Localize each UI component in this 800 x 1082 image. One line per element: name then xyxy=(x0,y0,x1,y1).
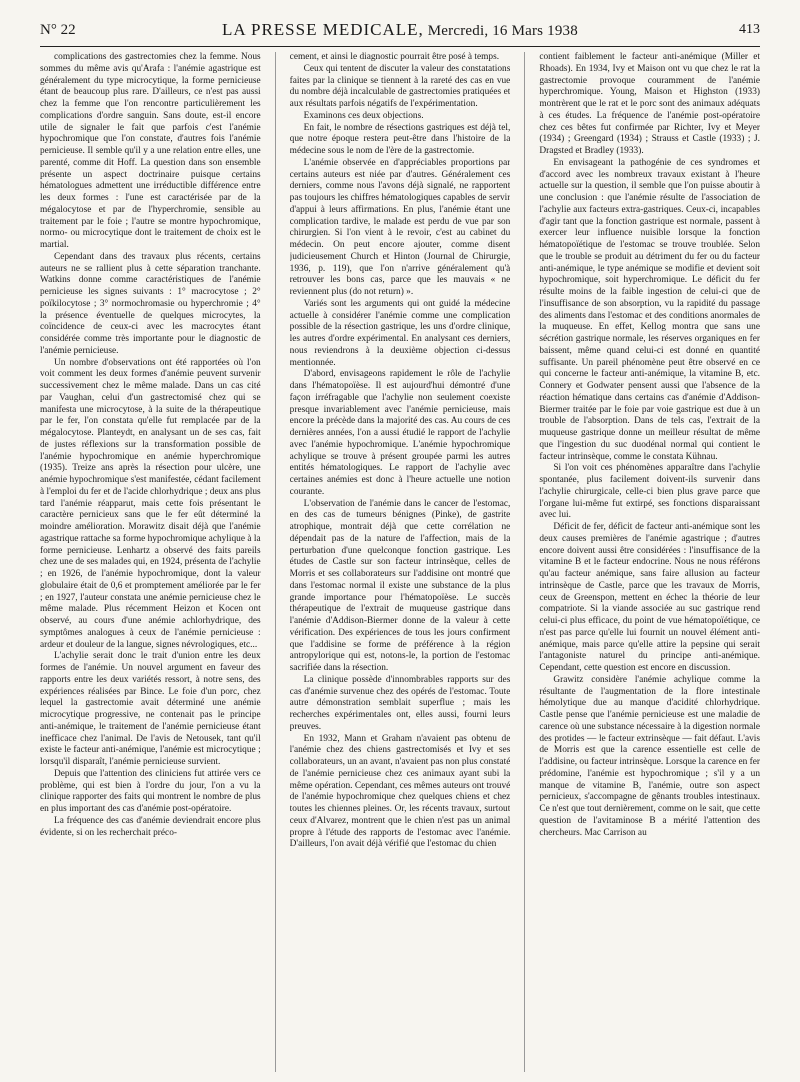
paragraph: En 1932, Mann et Graham n'avaient pas obtenu de l'anémie chez des chiens gastrectomisés et Ivy et ses collaborateurs, un an avant, n'avaient pas non plus constaté de l'anémie pernicieuse chez ces animaux ayant subi la même opération. Cependant, ces mêmes auteurs ont trouvé de l'anémie hypochromique chez quelques chiens et chez toutes les chiennes pleines. Or, les récents travaux, surtout ceux d'Alvarez, montrent que le chien n'est pas un animal propre à l'étude des rapports de l'estomac avec l'anémie. D'ailleurs, l'on avait déjà vérifié que l'estomac du chien xyxy=(289,733,511,850)
paragraph: La fréquence des cas d'anémie deviendrait encore plus évidente, si on les recherchait préco- xyxy=(40,815,261,838)
paragraph: complications des gastrectomies chez la femme. Nous sommes du même avis qu'Arafa : l'anémie agastrique est généralement du type microcytique, la forme pernicieuse étant de beaucoup plus rare. D'ailleurs, ce n'est pas aussi chez la femme que l'on rencontre particulièrement les complications d'ordre sanguin. Sans doute, est-il encore utile de signaler le fait que parfois c'est l'anémie hypochromique que l'on constate, d'autres fois l'anémie pernicieuse. Il semble qu'il y a une relation entre elles, une parenté, comme dit Hoff. La question dans son ensemble présente un aspect doctrinaire puisque certains hématologues admettent une irréductible différence entre les deux formes : l'une est caractérisée par de la mégalocytose et par de l'hyperchromie, sensible au traitement par le foie ; l'autre se montre hypochromique, normo- ou microcytique dont le traitement de choix est le martial. xyxy=(40,52,261,250)
paragraph: contient faiblement le facteur anti-anémique (Miller et Rhoads). En 1934, Ivy et Maison ont vu que chez le rat la gastrectomie provoque couramment de l'anémie hyperchromique. Young, Maison et Highston (1933) montrèrent que le rat et le porc sont des animaux adéquats à ces études. La fréquence de l'anémie post-opératoire chez ces bêtes fut confirmée par Richter, Ivy et Meyer (1934) ; Greengard (1934) ; Strauss et Castle (1933) ; J. Dragsted et Bradley (1933). xyxy=(539,52,761,156)
paragraph: Ceux qui tentent de discuter la valeur des constatations faites par la clinique se tiennent à la rareté des cas en vue du nombre déjà incalculable de gastrectomies pratiquées et aux résultats parfois négatifs de l'expérimentation. xyxy=(289,63,511,109)
running-header xyxy=(40,14,760,47)
paragraph: D'abord, envisageons rapidement le rôle de l'achylie dans l'hématopoïèse. Il est aujourd'hui démontré d'une façon irréfragable que l'achylie non seulement coexiste presque invariablement avec l'anémie pernicieuse, mais encore la précède dans la majorité des cas. Au cours de ces dernières années, l'on a aussi étudié le rapport de l'achylie avec l'anémie hypochromique. L'anémie hypochromique achylique se trouve à présent groupée parmi les autres entités hématologiques. Le rapport de l'achylie avec certaines anémies est donc à l'heure actuelle une notion courante. xyxy=(289,369,511,497)
text-column-middle xyxy=(290,52,511,1072)
issue-date: Mercredi, 16 Mars 1938 xyxy=(427,23,578,39)
paragraph: Grawitz considère l'anémie achylique comme la résultante de l'augmentation de la flore intestinale hémolytique due au manque d'acidité chlorhydrique. Castle pense que l'anémie pernicieuse est une maladie de carence où une substance nécessaire à la digestion normale des protides — le facteur extrinsèque — fait défaut. L'avis de Morris est que la carence essentielle est celle de l'addisine, ou facteur intrinsèque. Lorsque la carence en fer prédomine, l'anémie est hypochromique ; s'il y a un manque de vitamine B, l'anémie, outre son aspect pernicieux, s'accompagne de gênants troubles intestinaux. Ce n'est que tout dernièrement, comme on le sait, que cette question de l'avitaminose B a mérité l'attention des chercheurs. Mac Carrison au xyxy=(539,674,761,838)
paragraph: En envisageant la pathogénie de ces syndromes et d'accord avec les nombreux travaux existant à l'heure actuelle sur la question, il semble que l'on puisse aboutir à une conclusion : que l'anémie résulte de l'association de l'achylie aux facteurs extra-gastriques. Ceux-ci, incapables d'agir tant que la fonction gastrique est normale, passent à exercer leur influence nuisible lorsque la fonction hématopoïétique de l'estomac se trouve troublée. Selon que le trouble se produit au détriment du fer ou du facteur anti-anémique, le type anémique se modifie et devient soit hypochromique, soit hyperchromique. Le déficit du fer résulte moins de la faible ingestion de celui-ci que de l'insuffisance de son absorption, vu la rapidité du passage des aliments dans l'estomac et des conditions anormales de la muqueuse. En effet, Kellog montra que sans une sécrétion gastrique normale, les réserves organiques en fer baissent, même quand celui-ci est donné en quantité suffisante. Un pareil phénomène peut être observé en ce qui concerne le facteur anti-anémique, la vitamine B, etc. Connery et Godwater pensent aussi que l'absence de la réaction hématique dans certains cas d'anémie d'Addison-Biermer traitée par le foie par voie gastrique est due à un trouble de l'absorption. Dans de tels cas, l'extrait de la muqueuse gastrique donne un meilleur résultat de même que l'ingestion du suc duodénal normal qui contient le facteur intrinsèque, comme le constata Kühnau. xyxy=(539,157,761,462)
paragraph: L'achylie serait donc le trait d'union entre les deux formes de l'anémie. Un nouvel argument en faveur des rapports entre les deux variétés ressort, à notre sens, des expériences réalisées par Bince. Le foie d'un porc, chez lequel la gastrectomie avait déterminé une anémie microcytique progressive, ne contenait pas le principe anti-anémique, le traitement de l'anémie pernicieuse étant inefficace chez l'animal. De l'avis de Netousek, tant qu'il existe le facteur anti-anémique, l'anémie est microcytique ; lorsqu'il disparaît, l'anémie pernicieuse survient. xyxy=(40,651,261,767)
paragraph: Variés sont les arguments qui ont guidé la médecine actuelle à considérer l'anémie comme une complication possible de la résection gastrique, les uns d'ordre clinique, les autres d'ordre expérimental. En analysant ces derniers, nous reviendrons à la deuxième objection ci-dessus mentionnée. xyxy=(289,298,511,368)
text-column-right xyxy=(539,52,760,1072)
paragraph: Examinons ces deux objections. xyxy=(303,110,424,121)
paragraph: Depuis que l'attention des cliniciens fut attirée vers ce problème, qui est bien à l'ordre du jour, l'on a vu la clinique rapporter des faits qui montrent le nombre de plus en plus important des cas d'anémie post-opératoire. xyxy=(40,768,261,814)
column-divider xyxy=(275,52,276,1072)
paragraph: Un nombre d'observations ont été rapportées où l'on voit comment les deux formes d'anémie peuvent survenir successivement chez le même malade. Dans un cas cité par Vaughan, celui d'un gastrectomisé chez qui se manifesta une microcytose, à la suite de la thérapeutique par le fer, l'on constata qu'elle fut remplacée par de la mégalocytose. Planteydt, en analysant un de ses cas, fait de justes réflexions sur la transformation possible de l'anémie hypochromique en anémie hyperchromique (1935). Treize ans après la résection pour ulcère, une anémie hypochromique s'est manifestée, cédant facilement à l'emploi du fer et de l'acide chlorhydrique ; deux ans plus tard l'anémie réapparut, mais cette fois présentant le caractère pernicieux sans que le fer eût déterminé la moindre amélioration. Morawitz disait déjà que l'anémie agastrique rattache sa forme hypochromique achylique à la forme pernicieuse. Lenhartz a observé des faits pareils chez une de ses malades qui, en 1924, présenta de l'achylie ; en 1926, de l'anémie hypochromique, dont la valeur globulaire était de 0,6 et promptement améliorée par le fer ; en 1927, l'auteur constata une anémie pernicieuse chez le même malade. Plus récemment Heizon et Kocen ont observé, au cours d'une anémie achlorhydrique, des symptômes analogues à ceux de l'anémie pernicieuse : ardeur et douleur de la langue, signes névrologiques, etc... xyxy=(40,357,261,650)
paragraph: La clinique possède d'innombrables rapports sur des cas d'anémie survenue chez des opérés de l'estomac. Toute autre démonstration semblait superflue ; mais les recherches expérimentales ont, elles aussi, fourni leurs preuves. xyxy=(289,674,511,732)
paragraph: En fait, le nombre de résections gastriques est déjà tel, que notre époque restera peut-être dans l'histoire de la médecine sous le nom de l'ère de la gastrectomie. xyxy=(289,122,511,156)
header-center xyxy=(150,20,650,40)
paragraph: L'observation de l'anémie dans le cancer de l'estomac, en des cas de tumeurs bénignes (Pinke), de gastrite atrophique, montrait déjà que cette corrélation ne dépendait pas de la nature de l'affection, mais de la perturbation d'une quelconque fonction gastrique. Les études de Castle sur son facteur intrinsèque, celles de Morris et ses collaborateurs sur l'addisine ont montré que dans l'estomac normal il existe une substance de la plus grande importance pour l'hématopoïèse. Le succès thérapeutique de l'extrait de muqueuse gastrique dans l'anémie d'Addison-Biermer donne de la valeur à cette vérification. Des expériences de tous les jours confirment que l'addisine se forme de préférence à la région antropylorique qui est, notons-le, la portion de l'estomac sacrifiée dans la résection. xyxy=(289,498,511,673)
paragraph: cement, et ainsi le diagnostic pourrait être posé à temps. xyxy=(289,52,500,62)
paragraph: Si l'on voit ces phénomènes apparaître dans l'achylie spontanée, plus facilement doivent-ils survenir dans l'achylie chirurgicale, celle-ci bien plus grave parce que l'organe lui-même fut extirpé, ses fonctions disparaissant avec lui. xyxy=(539,463,761,521)
masthead-title: LA PRESSE MEDICALE, xyxy=(222,20,424,39)
paragraph: L'anémie observée en d'appréciables proportions par certains auteurs est niée par d'autres. Généralement ces derniers, comme nous l'avons déjà signalé, ne rapportent pas toujours les chiffres hématologiques capables de servir d'appui à leurs affirmations. En plus, l'anémie étant une complication tardive, le malade est perdu de vue par son chirurgien. Si l'on vient à le revoir, c'est au cabinet du médecin. On peut encore ajouter, comme disent judicieusement Church et Hinton (Journal de Chirurgie, 1936, p. 119), que l'on n'arrive généralement qu'à retrouver les bons cas, parce que les mauvais « ne reviennent plus (do not return) ». xyxy=(289,157,511,297)
page-number: 413 xyxy=(739,22,760,37)
issue-number: N° 22 xyxy=(40,21,76,38)
paragraph: Déficit de fer, déficit de facteur anti-anémique sont les deux causes premières de l'anémie agastrique ; d'autres encore doivent aussi être considérées : l'insuffisance de la vitamine B et le facteur endocrine. Nous ne nous référons qu'au facteur anémique, sans faire allusion au facteur intrinsèque de Castle, parce que les travaux de Morris, ceux de Greenspon, mettent en échec la théorie de leur compatriote. Si la viande associée au suc gastrique rend celui-ci plus efficace, du point de vue hématopoïétique, ce n'est pas parce qu'elle lui fournit un nouvel élément anti-anémique, mais parce qu'elle attire la pepsine qui serait l'antagoniste naturel du principe anti-anémique. Cependant, cette question est encore en discussion. xyxy=(539,522,761,673)
text-columns xyxy=(40,52,760,1072)
column-divider xyxy=(524,52,525,1072)
text-column-left xyxy=(40,52,261,1072)
paragraph: Cependant dans des travaux plus récents, certains auteurs ne se rallient plus à cette séparation tranchante. Watkins donne comme caractéristiques de l'anémie pernicieuse les signes suivants : 1° macrocytose ; 2° poïkilocytose ; 3° normochromasie ou hyperchromie ; 4° la présence éventuelle de quelques microcytes, la coïncidence de ceux-ci avec les macrocytes étant considérée comme très importante pour le diagnostic de l'anémie pernicieuse. xyxy=(40,251,261,356)
